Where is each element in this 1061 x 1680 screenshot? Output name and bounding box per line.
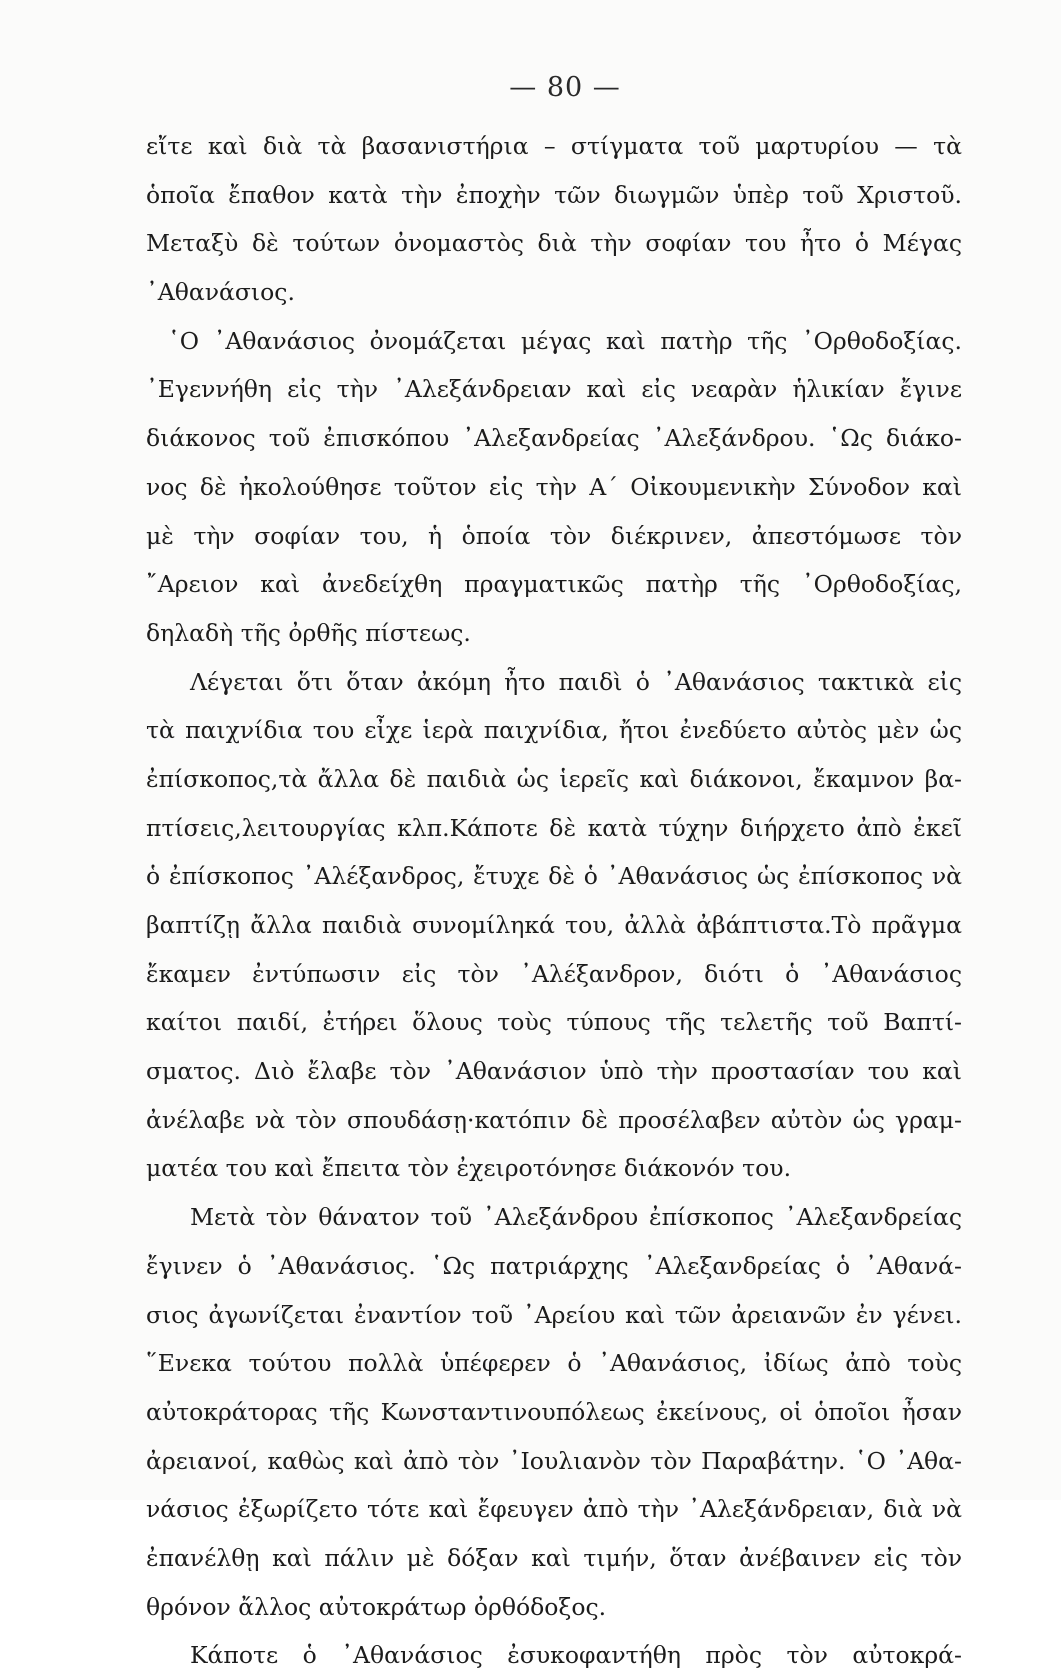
text-line: ᾿Εγεννήθη εἰς τὴν ᾿Αλεξάνδρειαν καὶ εἰς νεαρὰν ἡλικίαν ἔγινε	[146, 375, 962, 404]
text-line: ῞Ενεκα τούτου πολλὰ ὑπέφερεν ὁ ᾿Αθανάσιος, ἰδίως ἀπὸ τοὺς	[146, 1349, 962, 1378]
text-line: ῾Ο ᾿Αθανάσιος ὀνομάζεται μέγας καὶ πατὴρ τῆς ᾿Ορθοδοξίας.	[168, 326, 962, 355]
page-number: — 80 —	[509, 72, 621, 103]
text-line: σματος. Διὸ ἔλαβε τὸν ᾿Αθανάσιον ὑπὸ τὴν προστασίαν του καὶ	[146, 1057, 962, 1086]
text-line: πτίσεις,λειτουργίας κλπ.Κάποτε δὲ κατὰ τύχην διήρχετο ἀπὸ ἐκεῖ	[146, 813, 962, 842]
text-line: Κάποτε ὁ ᾿Αθανάσιος ἐσυκοφαντήθη πρὸς τὸν αὐτοκρά-	[190, 1641, 962, 1670]
text-line: ματέα του καὶ ἔπειτα τὸν ἐχειροτόνησε διάκονόν του.	[146, 1154, 792, 1183]
text-line: μὲ τὴν σοφίαν του, ἡ ὁποία τὸν διέκρινεν, ἀπεστόμωσε τὸν	[146, 521, 962, 550]
text-line: ᾿Αθανάσιος.	[146, 278, 295, 307]
text-line: ἔγινεν ὁ ᾿Αθανάσιος. ῾Ως πατριάρχης ᾿Αλεξανδρείας ὁ ᾿Αθανά-	[146, 1251, 962, 1280]
text-line: ἐπανέλθῃ καὶ πάλιν μὲ δόξαν καὶ τιμήν, ὅταν ἀνέβαινεν εἰς τὸν	[146, 1543, 962, 1572]
text-line: ἀνέλαβε νὰ τὸν σπουδάσῃ·κατόπιν δὲ προσέλαβεν αὐτὸν ὡς γραμ-	[146, 1105, 962, 1134]
text-line: νάσιος ἐξωρίζετο τότε καὶ ἔφευγεν ἀπὸ τὴν ᾿Αλεξάνδρειαν, διὰ νὰ	[146, 1495, 962, 1524]
text-line: Μεταξὺ δὲ τούτων ὀνομαστὸς διὰ τὴν σοφίαν του ἦτο ὁ Μέγας	[146, 229, 962, 258]
text-line: εἴτε καὶ διὰ τὰ βασανιστήρια – στίγματα τοῦ μαρτυρίου — τὰ	[146, 132, 962, 160]
text-line: τὰ παιχνίδια του εἶχε ἱερὰ παιχνίδια, ἤτοι ἐνεδύετο αὐτὸς μὲν ὡς	[146, 716, 962, 745]
text-line: ἐπίσκοπος,τὰ ἄλλα δὲ παιδιὰ ὡς ἱερεῖς καὶ διάκονοι, ἔκαμνον βα-	[146, 764, 962, 793]
text-line: σιος ἀγωνίζεται ἐναντίον τοῦ ᾿Αρείου καὶ τῶν ἀρειανῶν ἐν γένει.	[146, 1300, 962, 1329]
text-line: Λέγεται ὅτι ὅταν ἀκόμη ἦτο παιδὶ ὁ ᾿Αθανάσιος τακτικὰ εἰς	[190, 667, 962, 696]
text-line: ὁποῖα ἔπαθον κατὰ τὴν ἐποχὴν τῶν διωγμῶν ὑπὲρ τοῦ Χριστοῦ.	[146, 180, 962, 209]
text-line: ἔκαμεν ἐντύπωσιν εἰς τὸν ᾿Αλέξανδρον, διότι ὁ ᾿Αθανάσιος	[146, 959, 962, 988]
text-line: δηλαδὴ τῆς ὀρθῆς πίστεως.	[146, 618, 471, 647]
text-line: θρόνον ἄλλος αὐτοκράτωρ ὀρθόδοξος.	[146, 1592, 607, 1621]
text-line: Μετὰ τὸν θάνατον τοῦ ᾿Αλεξάνδρου ἐπίσκοπος ᾿Αλεξανδρείας	[190, 1203, 962, 1232]
text-line: ἀρειανοί, καθὼς καὶ ἀπὸ τὸν ᾿Ιουλιανὸν τὸν Παραβάτην. ῾Ο ᾿Αθα-	[146, 1446, 962, 1475]
body-text	[146, 122, 962, 1680]
text-line: βαπτίζῃ ἄλλα παιδιὰ συνομίληκά του, ἀλλὰ ἀβάπτιστα.Τὸ πρᾶγμα	[146, 911, 962, 939]
text-line: ὁ ἐπίσκοπος ᾿Αλέξανδρος, ἔτυχε δὲ ὁ ᾿Αθανάσιος ὡς ἐπίσκοπος νὰ	[146, 862, 962, 891]
text-line: αὐτοκράτορας τῆς Κωνσταντινουπόλεως ἐκείνους, οἱ ὁποῖοι ἦσαν	[146, 1397, 962, 1426]
text-line: ῎Αρειον καὶ ἀνεδείχθη πραγματικῶς πατὴρ τῆς ᾿Ορθοδοξίας,	[146, 570, 962, 599]
text-line: νος δὲ ἠκολούθησε τοῦτον εἰς τὴν Α΄ Οἰκουμενικὴν Σύνοδον καὶ	[146, 472, 962, 501]
text-line: καίτοι παιδί, ἐτήρει ὅλους τοὺς τύπους τῆς τελετῆς τοῦ Βαπτί-	[146, 1008, 962, 1037]
text-line: διάκονος τοῦ ἐπισκόπου ᾿Αλεξανδρείας ᾿Αλεξάνδρου. ῾Ως διάκο-	[146, 424, 962, 453]
